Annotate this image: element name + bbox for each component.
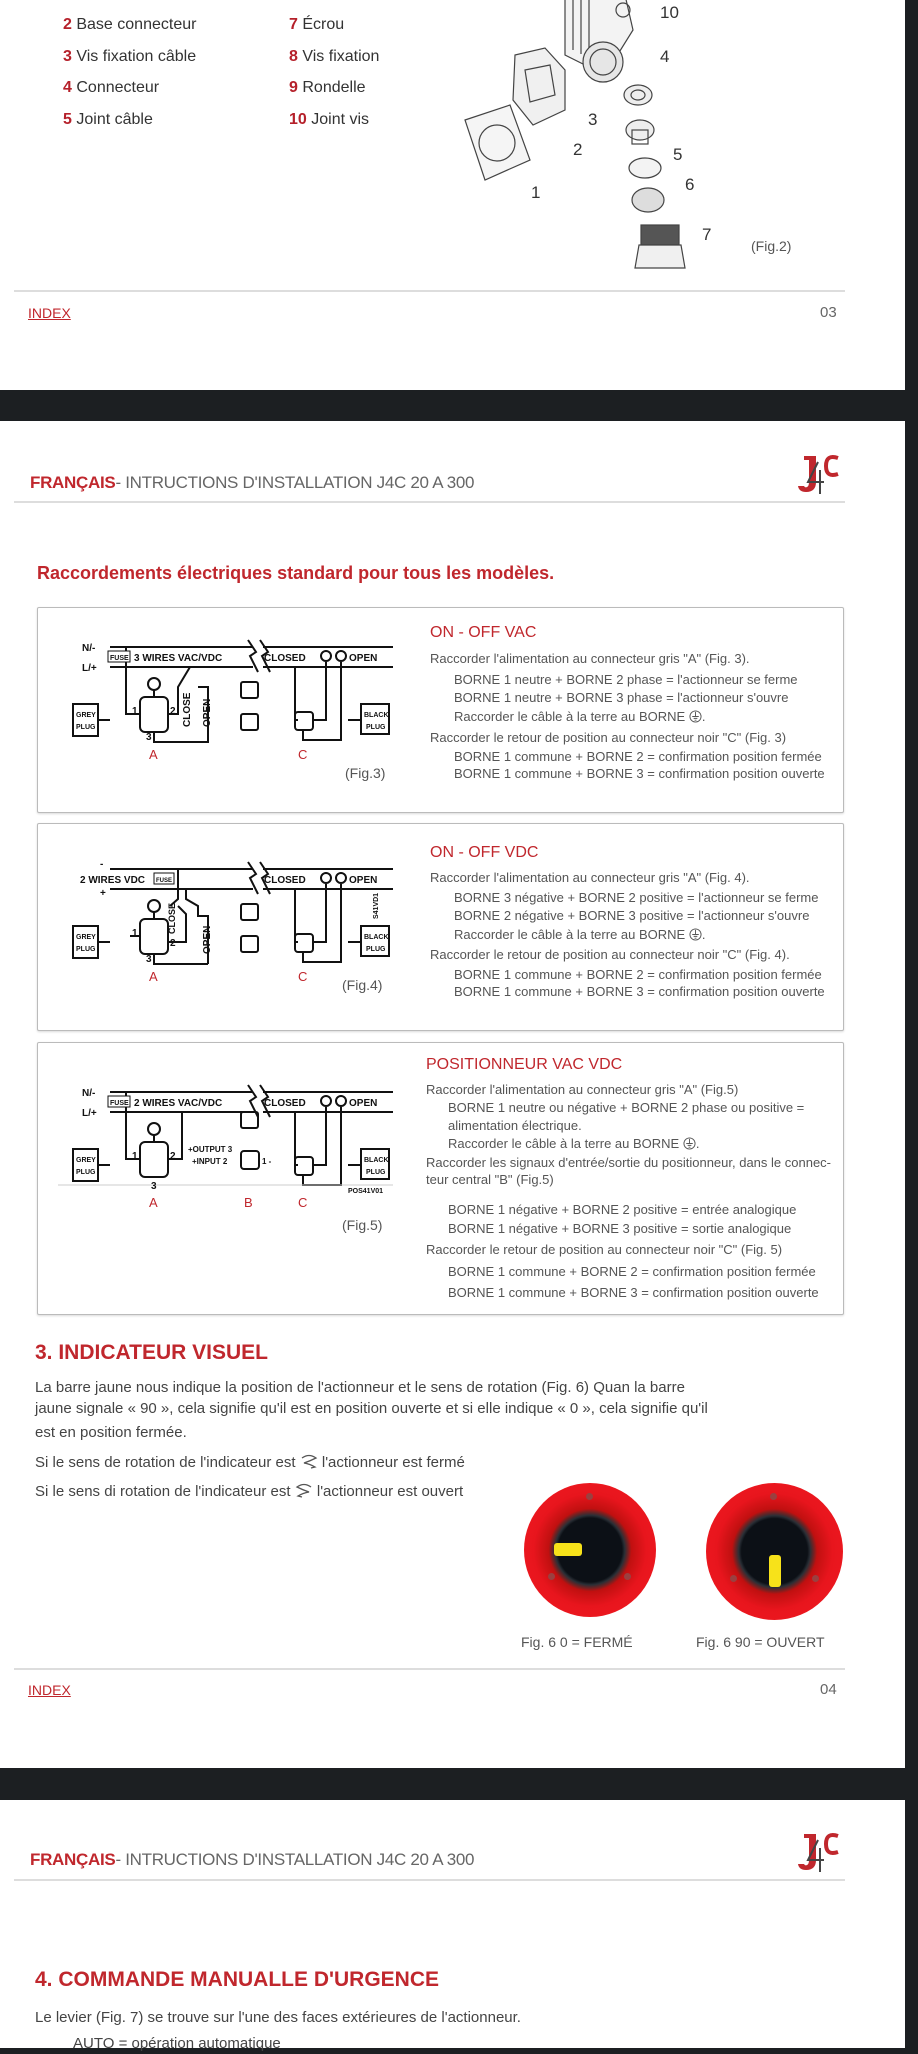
instruction-line: BORNE 1 négative + BORNE 3 positive = sortie analogique xyxy=(448,1221,792,1236)
svg-text:N/-: N/- xyxy=(82,643,96,654)
svg-text:BLACK: BLACK xyxy=(364,1157,389,1164)
rotation-clockwise-icon xyxy=(300,1454,318,1470)
svg-text:2: 2 xyxy=(573,140,583,159)
page-header-title: FRANÇAIS- INTRUCTIONS D'INSTALLATION J4C 20 A 300 xyxy=(30,1850,475,1869)
svg-text:L/+: L/+ xyxy=(82,1108,97,1119)
svg-text:CLOSED: CLOSED xyxy=(264,875,306,886)
svg-text:1: 1 xyxy=(132,706,138,717)
page-03 xyxy=(0,0,905,390)
svg-text:A: A xyxy=(149,969,158,984)
indicator-dial-closed xyxy=(524,1483,656,1617)
svg-text:GREY: GREY xyxy=(76,934,96,941)
paragraph-line: jaune signale « 90 », cela signifie qu'il est en position ouverte et si elle indique « 0 », cela signifie qu'il xyxy=(35,1400,708,1417)
instruction-line: Raccorder les signaux d'entrée/sortie du positionneur, dans le connec- xyxy=(426,1155,831,1170)
instruction-line: teur central "B" (Fig.5) xyxy=(426,1172,554,1187)
section-heading-commande: 4. COMMANDE MANUALLE D'URGENCE xyxy=(35,1968,439,1991)
svg-text:OPEN: OPEN xyxy=(349,653,378,664)
auto-mode-line: AUTO = opération automatique xyxy=(73,2035,281,2052)
page-header-title: FRANÇAIS- INTRUCTIONS D'INSTALLATION J4C 20 A 300 xyxy=(30,473,475,492)
svg-text:L/+: L/+ xyxy=(82,663,97,674)
svg-text:2: 2 xyxy=(170,1151,176,1162)
svg-text:1 -: 1 - xyxy=(262,1157,272,1166)
svg-text:B: B xyxy=(244,1195,253,1207)
instruction-line: Raccorder le câble à la terre au BORNE . xyxy=(454,927,706,942)
svg-text:CLOSED: CLOSED xyxy=(264,1098,306,1109)
fig-3-caption: (Fig.3) xyxy=(345,765,386,781)
page-05 xyxy=(0,1800,905,2052)
legend-item: 8 Vis fixation xyxy=(289,48,380,65)
svg-text:PLUG: PLUG xyxy=(76,1169,96,1176)
svg-text:OPEN: OPEN xyxy=(202,698,213,727)
fig-6-closed-caption: Fig. 6 0 = FERMÉ xyxy=(521,1634,633,1650)
fig-2-caption: (Fig.2) xyxy=(751,238,792,254)
instruction-line: Raccorder l'alimentation au connecteur gris "A" (Fig.5) xyxy=(426,1082,739,1097)
svg-text:CLOSE: CLOSE xyxy=(167,902,177,934)
instruction-line: BORNE 1 neutre ou négative + BORNE 2 phase ou positive = xyxy=(448,1100,805,1115)
svg-text:3: 3 xyxy=(151,1181,157,1192)
svg-text:FUSE: FUSE xyxy=(110,655,129,662)
svg-text:FUSE: FUSE xyxy=(110,1100,129,1107)
header-divider xyxy=(14,501,845,503)
svg-text:1: 1 xyxy=(531,183,541,202)
svg-text:+INPUT 2: +INPUT 2 xyxy=(192,1157,228,1166)
indicator-bar xyxy=(554,1543,582,1556)
instruction-line: BORNE 3 négative + BORNE 2 positive = l'actionneur se ferme xyxy=(454,890,819,905)
svg-text:C: C xyxy=(298,1195,308,1207)
instruction-line: Raccorder le retour de position au connecteur noir "C" (Fig. 5) xyxy=(426,1242,783,1257)
instruction-line: alimentation électrique. xyxy=(448,1118,582,1133)
instruction-line: BORNE 1 commune + BORNE 3 = confirmation position ouverte xyxy=(454,984,825,999)
rotation-open-line: Si le sens di rotation de l'indicateur est l'actionneur est ouvert xyxy=(35,1483,464,1500)
header-divider xyxy=(14,1879,845,1881)
svg-text:3: 3 xyxy=(146,954,152,965)
box-title: ON - OFF VAC xyxy=(430,624,537,641)
instruction-line: Raccorder le retour de position au connecteur noir "C" (Fig. 4). xyxy=(430,947,790,962)
svg-text:GREY: GREY xyxy=(76,1157,96,1164)
instruction-line: Raccorder le câble à la terre au BORNE . xyxy=(454,709,706,724)
legend-item: 5 Joint câble xyxy=(63,111,153,128)
ground-icon xyxy=(689,928,702,941)
svg-text:FUSE: FUSE xyxy=(156,878,173,884)
paragraph-line: La barre jaune nous indique la position de l'actionneur et le sens de rotation (Fig. 6) Quan la barre xyxy=(35,1379,685,1396)
instruction-line: BORNE 1 commune + BORNE 2 = confirmation position fermée xyxy=(454,967,822,982)
svg-text:A: A xyxy=(149,1195,158,1207)
svg-text:CLOSED: CLOSED xyxy=(264,653,306,664)
svg-text:3: 3 xyxy=(588,110,598,129)
svg-text:OPEN: OPEN xyxy=(349,1098,378,1109)
svg-text:4: 4 xyxy=(660,47,670,66)
j4c-logo xyxy=(796,452,842,496)
svg-text:N/-: N/- xyxy=(82,1088,96,1099)
exploded-connector-diagram xyxy=(455,0,745,275)
j4c-logo xyxy=(796,1830,842,1874)
section-heading-indicateur: 3. INDICATEUR VISUEL xyxy=(35,1341,268,1364)
instruction-line: BORNE 1 commune + BORNE 3 = confirmation position ouverte xyxy=(454,766,825,781)
fig-5-caption: (Fig.5) xyxy=(342,1217,383,1233)
wiring-diagram-fig3 xyxy=(58,632,393,762)
paragraph-line: est en position fermée. xyxy=(35,1424,187,1441)
fig-4-caption: (Fig.4) xyxy=(342,977,383,993)
box-title: POSITIONNEUR VAC VDC xyxy=(426,1056,623,1073)
svg-text:3: 3 xyxy=(146,732,152,743)
instruction-line: BORNE 2 négative + BORNE 3 positive = l'actionneur s'ouvre xyxy=(454,908,810,923)
legend-item: 7 Écrou xyxy=(289,16,345,33)
rotation-closed-line: Si le sens de rotation de l'indicateur est l'actionneur est fermé xyxy=(35,1454,465,1471)
svg-text:BLACK: BLACK xyxy=(364,934,389,941)
svg-text:PLUG: PLUG xyxy=(366,724,386,731)
svg-text:2 WIRES VDC: 2 WIRES VDC xyxy=(80,875,146,886)
footer-divider xyxy=(14,290,845,292)
svg-text:C: C xyxy=(298,747,308,762)
wiring-diagram-fig4 xyxy=(58,854,393,984)
wiring-diagram-fig5 xyxy=(58,1077,393,1207)
svg-text:2: 2 xyxy=(170,706,176,717)
svg-text:1: 1 xyxy=(132,1151,138,1162)
svg-text:2: 2 xyxy=(170,938,176,949)
svg-text:10: 10 xyxy=(660,3,679,22)
svg-text:S41VD1: S41VD1 xyxy=(373,892,380,919)
indicator-bar xyxy=(769,1555,781,1587)
svg-text:5: 5 xyxy=(673,145,683,164)
svg-text:PLUG: PLUG xyxy=(366,946,386,953)
ground-icon xyxy=(683,1137,696,1150)
instruction-line: BORNE 1 commune + BORNE 2 = confirmation position fermée xyxy=(454,749,822,764)
rotation-counterclockwise-icon xyxy=(295,1483,313,1499)
svg-text:+OUTPUT 3: +OUTPUT 3 xyxy=(188,1145,233,1154)
instruction-line: Raccorder le câble à la terre au BORNE . xyxy=(448,1136,700,1151)
svg-text:A: A xyxy=(149,747,158,762)
indicator-dial-open xyxy=(706,1483,843,1620)
instruction-line: BORNE 1 commune + BORNE 2 = confirmation position fermée xyxy=(448,1264,816,1279)
instruction-line: Raccorder le retour de position au connecteur noir "C" (Fig. 3) xyxy=(430,730,787,745)
svg-text:PLUG: PLUG xyxy=(366,1169,386,1176)
svg-text:CLOSE: CLOSE xyxy=(182,692,193,727)
instruction-line: Raccorder l'alimentation au connecteur gris "A" (Fig. 4). xyxy=(430,870,750,885)
legend-item: 10 Joint vis xyxy=(289,111,370,128)
svg-text:BLACK: BLACK xyxy=(364,712,389,719)
instruction-line: BORNE 1 négative + BORNE 2 positive = entrée analogique xyxy=(448,1202,797,1217)
page-number: 03 xyxy=(820,304,837,321)
page-number: 04 xyxy=(820,1681,837,1698)
instruction-line: BORNE 1 neutre + BORNE 3 phase = l'actionneur s'ouvre xyxy=(454,690,789,705)
instruction-line: BORNE 1 commune + BORNE 3 = confirmation position ouverte xyxy=(448,1285,819,1300)
box-title: ON - OFF VDC xyxy=(430,844,539,861)
instruction-line: BORNE 1 neutre + BORNE 2 phase = l'actionneur se ferme xyxy=(454,672,798,687)
svg-text:OPEN: OPEN xyxy=(349,875,378,886)
svg-text:3 WIRES VAC/VDC: 3 WIRES VAC/VDC xyxy=(134,653,223,664)
legend-item: 9 Rondelle xyxy=(289,79,366,96)
legend-item: 4 Connecteur xyxy=(63,79,160,96)
svg-text:+: + xyxy=(100,888,106,899)
index-link[interactable]: INDEX xyxy=(28,1682,71,1698)
svg-text:PLUG: PLUG xyxy=(76,724,96,731)
svg-text:2 WIRES VAC/VDC: 2 WIRES VAC/VDC xyxy=(134,1098,223,1109)
legend-item: 2 Base connecteur xyxy=(63,16,197,33)
section-title: Raccordements électriques standard pour tous les modèles. xyxy=(37,563,555,583)
page-04 xyxy=(0,421,905,1768)
svg-text:1: 1 xyxy=(132,928,138,939)
fig-6-open-caption: Fig. 6 90 = OUVERT xyxy=(696,1634,825,1650)
svg-text:-: - xyxy=(100,859,104,870)
svg-text:OPEN: OPEN xyxy=(202,925,213,954)
footer-divider xyxy=(14,1668,845,1670)
svg-text:GREY: GREY xyxy=(76,712,96,719)
svg-text:PLUG: PLUG xyxy=(76,946,96,953)
instruction-line: Raccorder l'alimentation au connecteur gris "A" (Fig. 3). xyxy=(430,651,750,666)
svg-text:6: 6 xyxy=(685,175,695,194)
svg-text:C: C xyxy=(298,969,308,984)
svg-text:POS41V01: POS41V01 xyxy=(348,1188,384,1195)
paragraph-line: Le levier (Fig. 7) se trouve sur l'une des faces extérieures de l'actionneur. xyxy=(35,2009,521,2026)
legend-item: 3 Vis fixation câble xyxy=(63,48,197,65)
ground-icon xyxy=(689,710,702,723)
index-link[interactable]: INDEX xyxy=(28,305,71,321)
svg-text:7: 7 xyxy=(702,225,712,244)
